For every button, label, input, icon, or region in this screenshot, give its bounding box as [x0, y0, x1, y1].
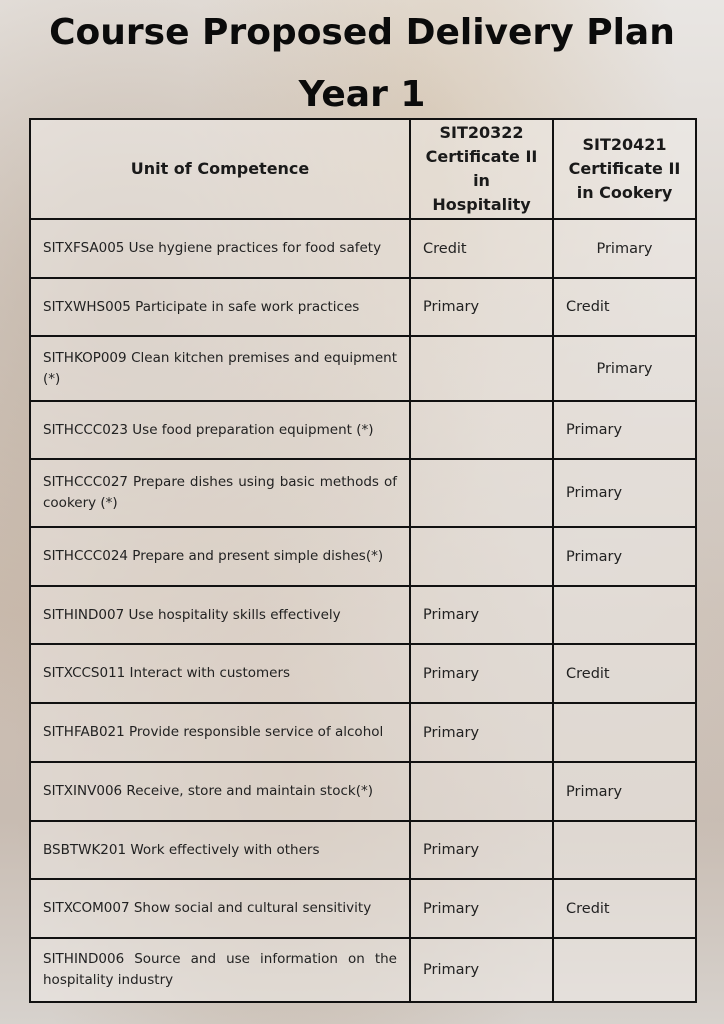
- unit-of-competence-cell: SITHKOP009 Clean kitchen premises and equipment (*): [30, 336, 410, 401]
- unit-of-competence-cell: SITHCCC024 Prepare and present simple dishes(*): [30, 527, 410, 586]
- page-title: Course Proposed Delivery Plan: [49, 12, 675, 53]
- hospitality-cell: Primary: [410, 703, 553, 762]
- table-row: [30, 821, 696, 879]
- hospitality-cell: Credit: [410, 219, 553, 278]
- unit-of-competence-cell: SITHIND007 Use hospitality skills effectively: [30, 586, 410, 644]
- table-row: [30, 527, 696, 586]
- hospitality-cell: [410, 762, 553, 821]
- table-row: [30, 762, 696, 821]
- header-hospitality: SIT20322 Certificate II in Hospitality: [410, 119, 553, 219]
- hospitality-cell: Primary: [410, 278, 553, 336]
- hospitality-cell: Primary: [410, 879, 553, 938]
- hospitality-cell: [410, 336, 553, 401]
- cookery-cell: Credit: [553, 879, 696, 938]
- cookery-cell: Primary: [553, 459, 696, 527]
- page-subtitle: Year 1: [298, 74, 426, 115]
- unit-of-competence-cell: SITHIND006 Source and use information on the hospitality industry: [30, 938, 410, 1002]
- cookery-cell: Primary: [553, 401, 696, 459]
- hospitality-cell: Primary: [410, 938, 553, 1002]
- table-row: [30, 644, 696, 703]
- unit-of-competence-cell: SITXFSA005 Use hygiene practices for food safety: [30, 219, 410, 278]
- hospitality-cell: [410, 527, 553, 586]
- hospitality-cell: Primary: [410, 821, 553, 879]
- unit-of-competence-cell: SITXWHS005 Participate in safe work practices: [30, 278, 410, 336]
- table-row: [30, 336, 696, 401]
- table-header-row: [30, 119, 696, 219]
- table-row: [30, 459, 696, 527]
- unit-of-competence-cell: SITHFAB021 Provide responsible service of alcohol: [30, 703, 410, 762]
- cookery-cell: [553, 703, 696, 762]
- delivery-plan-table: [29, 118, 697, 1003]
- table-row: [30, 219, 696, 278]
- cookery-cell: Primary: [553, 219, 696, 278]
- cookery-cell: Primary: [553, 336, 696, 401]
- unit-of-competence-cell: SITXCOM007 Show social and cultural sensitivity: [30, 879, 410, 938]
- hospitality-cell: [410, 459, 553, 527]
- header-unit-of-competence: Unit of Competence: [30, 119, 410, 219]
- unit-of-competence-cell: SITXCCS011 Interact with customers: [30, 644, 410, 703]
- table-row: [30, 278, 696, 336]
- cookery-cell: [553, 586, 696, 644]
- hospitality-cell: [410, 401, 553, 459]
- hospitality-cell: Primary: [410, 586, 553, 644]
- table-row: [30, 401, 696, 459]
- cookery-cell: [553, 938, 696, 1002]
- unit-of-competence-cell: SITXINV006 Receive, store and maintain stock(*): [30, 762, 410, 821]
- table-row: [30, 879, 696, 938]
- cookery-cell: Credit: [553, 644, 696, 703]
- unit-of-competence-cell: BSBTWK201 Work effectively with others: [30, 821, 410, 879]
- cookery-cell: Credit: [553, 278, 696, 336]
- cookery-cell: Primary: [553, 527, 696, 586]
- cookery-cell: Primary: [553, 762, 696, 821]
- table-row: [30, 586, 696, 644]
- header-cookery: SIT20421 Certificate II in Cookery: [553, 119, 696, 219]
- hospitality-cell: Primary: [410, 644, 553, 703]
- table-row: [30, 938, 696, 1002]
- table-row: [30, 703, 696, 762]
- unit-of-competence-cell: SITHCCC027 Prepare dishes using basic methods of cookery (*): [30, 459, 410, 527]
- cookery-cell: [553, 821, 696, 879]
- unit-of-competence-cell: SITHCCC023 Use food preparation equipment (*): [30, 401, 410, 459]
